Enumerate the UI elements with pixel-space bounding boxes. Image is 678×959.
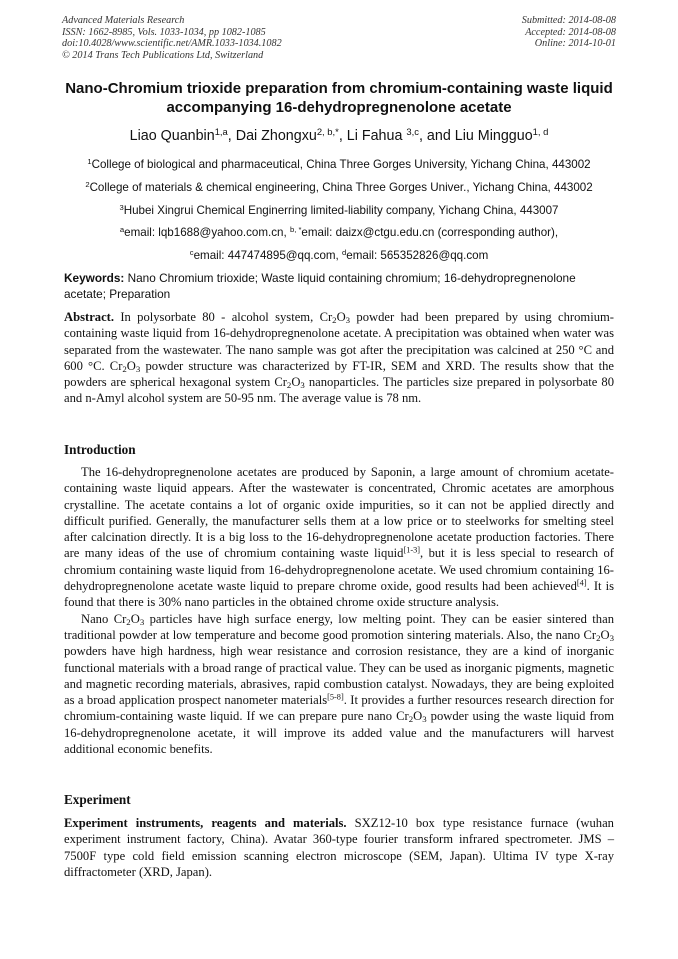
email-mark: c: [189, 248, 194, 258]
author-name: Liao Quanbin: [129, 128, 215, 144]
author-list: [40, 127, 638, 145]
chem-formula: $Cr_2O_3$: [319, 310, 351, 325]
email-text: email: lqb1688@yahoo.com.cn,: [124, 226, 290, 239]
email-text: email: 447474895@qq.com,: [193, 249, 343, 262]
citation: [1-3]: [403, 546, 421, 556]
email-mark: a: [119, 225, 125, 235]
journal-issn: ISSN: 1662-8985, Vols. 1033-1034, pp 1082-1085: [62, 26, 266, 38]
paper-title: Nano-Chromium trioxide preparation from chromium-containing waste liquid accompanying 16-dehydropregnenolone acetate: [65, 80, 613, 116]
paragraph-text: Nano: [81, 611, 114, 626]
abstract-label: Abstract.: [64, 310, 115, 324]
affiliation-1: [40, 158, 638, 172]
author-separator: , and: [418, 128, 455, 144]
introduction-body: [64, 464, 614, 757]
email-text: email: 565352826@qq.com: [346, 249, 489, 262]
author-name: Li Fahua: [346, 128, 407, 144]
paragraph-text: particles have high surface energy, low melting point. They can be easier sintered than traditional powder at low temperature and become good promotion sintering materials. Also, the nano: [64, 611, 614, 642]
author-separator: ,: [338, 128, 347, 144]
abstract-text: nanoparticles. The particles size prepared in polysorbate 80 and n-Amyl alcohol system are 50-95 nm. The average value is 78 nm.: [64, 375, 614, 406]
submitted-date: Submitted: 2014-08-08: [521, 15, 616, 26]
email-mark: b, *: [289, 225, 302, 235]
affiliation-mark: 3: [119, 203, 124, 213]
keywords: [64, 271, 614, 302]
citation: [4]: [576, 578, 587, 588]
email-text: email: daizx@ctgu.edu.cn (corresponding author),: [301, 226, 559, 239]
paragraph-text: powder using the waste liquid from 16-dehydropregnenolone acetate, it will improve its added value and the manufacturers will harvest additional economic benefits.: [64, 709, 614, 757]
experiment-body: [64, 815, 614, 880]
author-separator: ,: [227, 128, 236, 144]
citation: [5-8]: [327, 692, 344, 702]
journal-copyright: © 2014 Trans Tech Publications Ltd, Switzerland: [62, 49, 264, 61]
keywords-text: Nano Chromium trioxide; Waste liquid containing chromium; 16-dehydropregnenolone acetate; Preparation: [64, 271, 576, 301]
abstract-text: powder structure was characterized by FT-IR, SEM and XRD. The results show that the powders are spherical hexagonal system: [64, 358, 614, 390]
paragraph-text: . It is found that there is 30% nano particles in the obtained chrome oxide structure analysis.: [64, 579, 614, 610]
introduction-heading: Introduction: [64, 442, 136, 457]
journal-doi: doi:10.4028/www.scientific.net/AMR.1033-1034.1082: [62, 38, 282, 50]
abstract-text: In polysorbate 80 - alcohol system,: [114, 310, 320, 324]
affiliation-text: College of materials & chemical engineering, China Three Gorges Univer., Yichang China, 443002: [89, 181, 593, 194]
author-affiliation-mark: 1, d: [532, 126, 549, 138]
author-name: Dai Zhongxu: [235, 128, 317, 144]
author-affiliation-mark: 2, b,*: [316, 126, 339, 138]
email-line-1: [40, 226, 638, 240]
affiliation-text: College of biological and pharmaceutical, China Three Gorges University, Yichang China, 443002: [91, 158, 591, 171]
paragraph-text: . It provides a further resources research direction for chromium-containing waste liquid. If we can prepare pure nano: [64, 693, 614, 724]
submission-dates: [522, 15, 616, 50]
chem-formula: $Cr_2O_3$: [109, 358, 141, 374]
online-date: Online: 2014-10-01: [534, 38, 616, 50]
paragraph: [64, 611, 614, 758]
paragraph-text: powders have high hardness, high wear resistance and corrosion resistance, they are a kind of inorganic functional materials with a broad range of practical value. They can be used as inorganic pigments, magnetic and magnetic recording materials, abrasives, rapid combustion catalyst. Nowadays, they are being exploited as a broad application prospect nanometer materials: [64, 644, 614, 708]
author-affiliation-mark: 3,c: [406, 126, 419, 138]
keywords-label: Keywords:: [64, 271, 125, 285]
paragraph: [64, 464, 614, 611]
author-affiliation-mark: 1,a: [214, 126, 228, 138]
author-name: Liu Mingguo: [454, 128, 533, 144]
paragraph-text: SXZ12-10 box type resistance furnace (wuhan experiment instrument factory, China). Avatar 360-type fourier transform infrared spectrometer. JMS – 7500F type cold field emission scanning electron microscope (SEM, Japan). Ultima IV type X-ray diffractometer (XRD, Japan).: [64, 816, 614, 879]
accepted-date: Accepted: 2014-08-08: [525, 26, 616, 38]
chem-formula: $Cr_2O_3$: [113, 611, 145, 627]
paragraph-text: , but it is less special to research of chromium containing waste liquid from 16-dehydropregnenolone acetate. We used chromium containing 16-dehydropregnenolone acetate waste liquid to prepare chrome oxide, good results had been achieved: [64, 546, 614, 594]
affiliation-text: Hubei Xingrui Chemical Enginerring limited-liability company, Yichang China, 443007: [123, 204, 559, 217]
journal-info: [62, 15, 282, 61]
experiment-subheading: Experiment instruments, reagents and materials.: [64, 816, 347, 830]
chem-formula: $Cr_2O_3$: [583, 627, 614, 643]
experiment-heading: Experiment: [64, 792, 131, 807]
chem-formula: $Cr_2O_3$: [274, 375, 305, 391]
affiliation-mark: 1: [87, 157, 92, 167]
paragraph-text: The 16-dehydropregnenolone acetates are produced by Saponin, a large amount of chromium acetate-containing waste liquid appears. After the wastewater is concentrated, Chromic acetates are amorphous crystalline. The acetate contains a lot of organic oxide impurities, so it can not be applied directly and difficult purified. Generally, the manufacturer sells them at a low price or to steelworks for smelting steel after calcination directly. It is a big loss to the 16-dehydropregnenolone acetate production factories. There are many ideas of the use of chromium containing waste liquid: [64, 465, 614, 561]
journal-name: Advanced Materials Research: [62, 15, 185, 26]
email-mark: d: [342, 248, 347, 258]
abstract-text: powder had been prepared by using chromium-containing waste liquid from 16-dehydropregnenolone acetate. A precipitation was obtained when water was separated from the wastewater. The nano sample was got after the precipitation was calcined at 250 °C and 600 °C.: [64, 310, 614, 373]
email-line-2: [40, 249, 638, 263]
affiliation-mark: 2: [85, 180, 90, 190]
affiliation-3: [40, 204, 638, 218]
chem-formula: $Cr_2O_3$: [396, 709, 427, 725]
abstract: [64, 309, 614, 407]
affiliation-2: [40, 181, 638, 195]
